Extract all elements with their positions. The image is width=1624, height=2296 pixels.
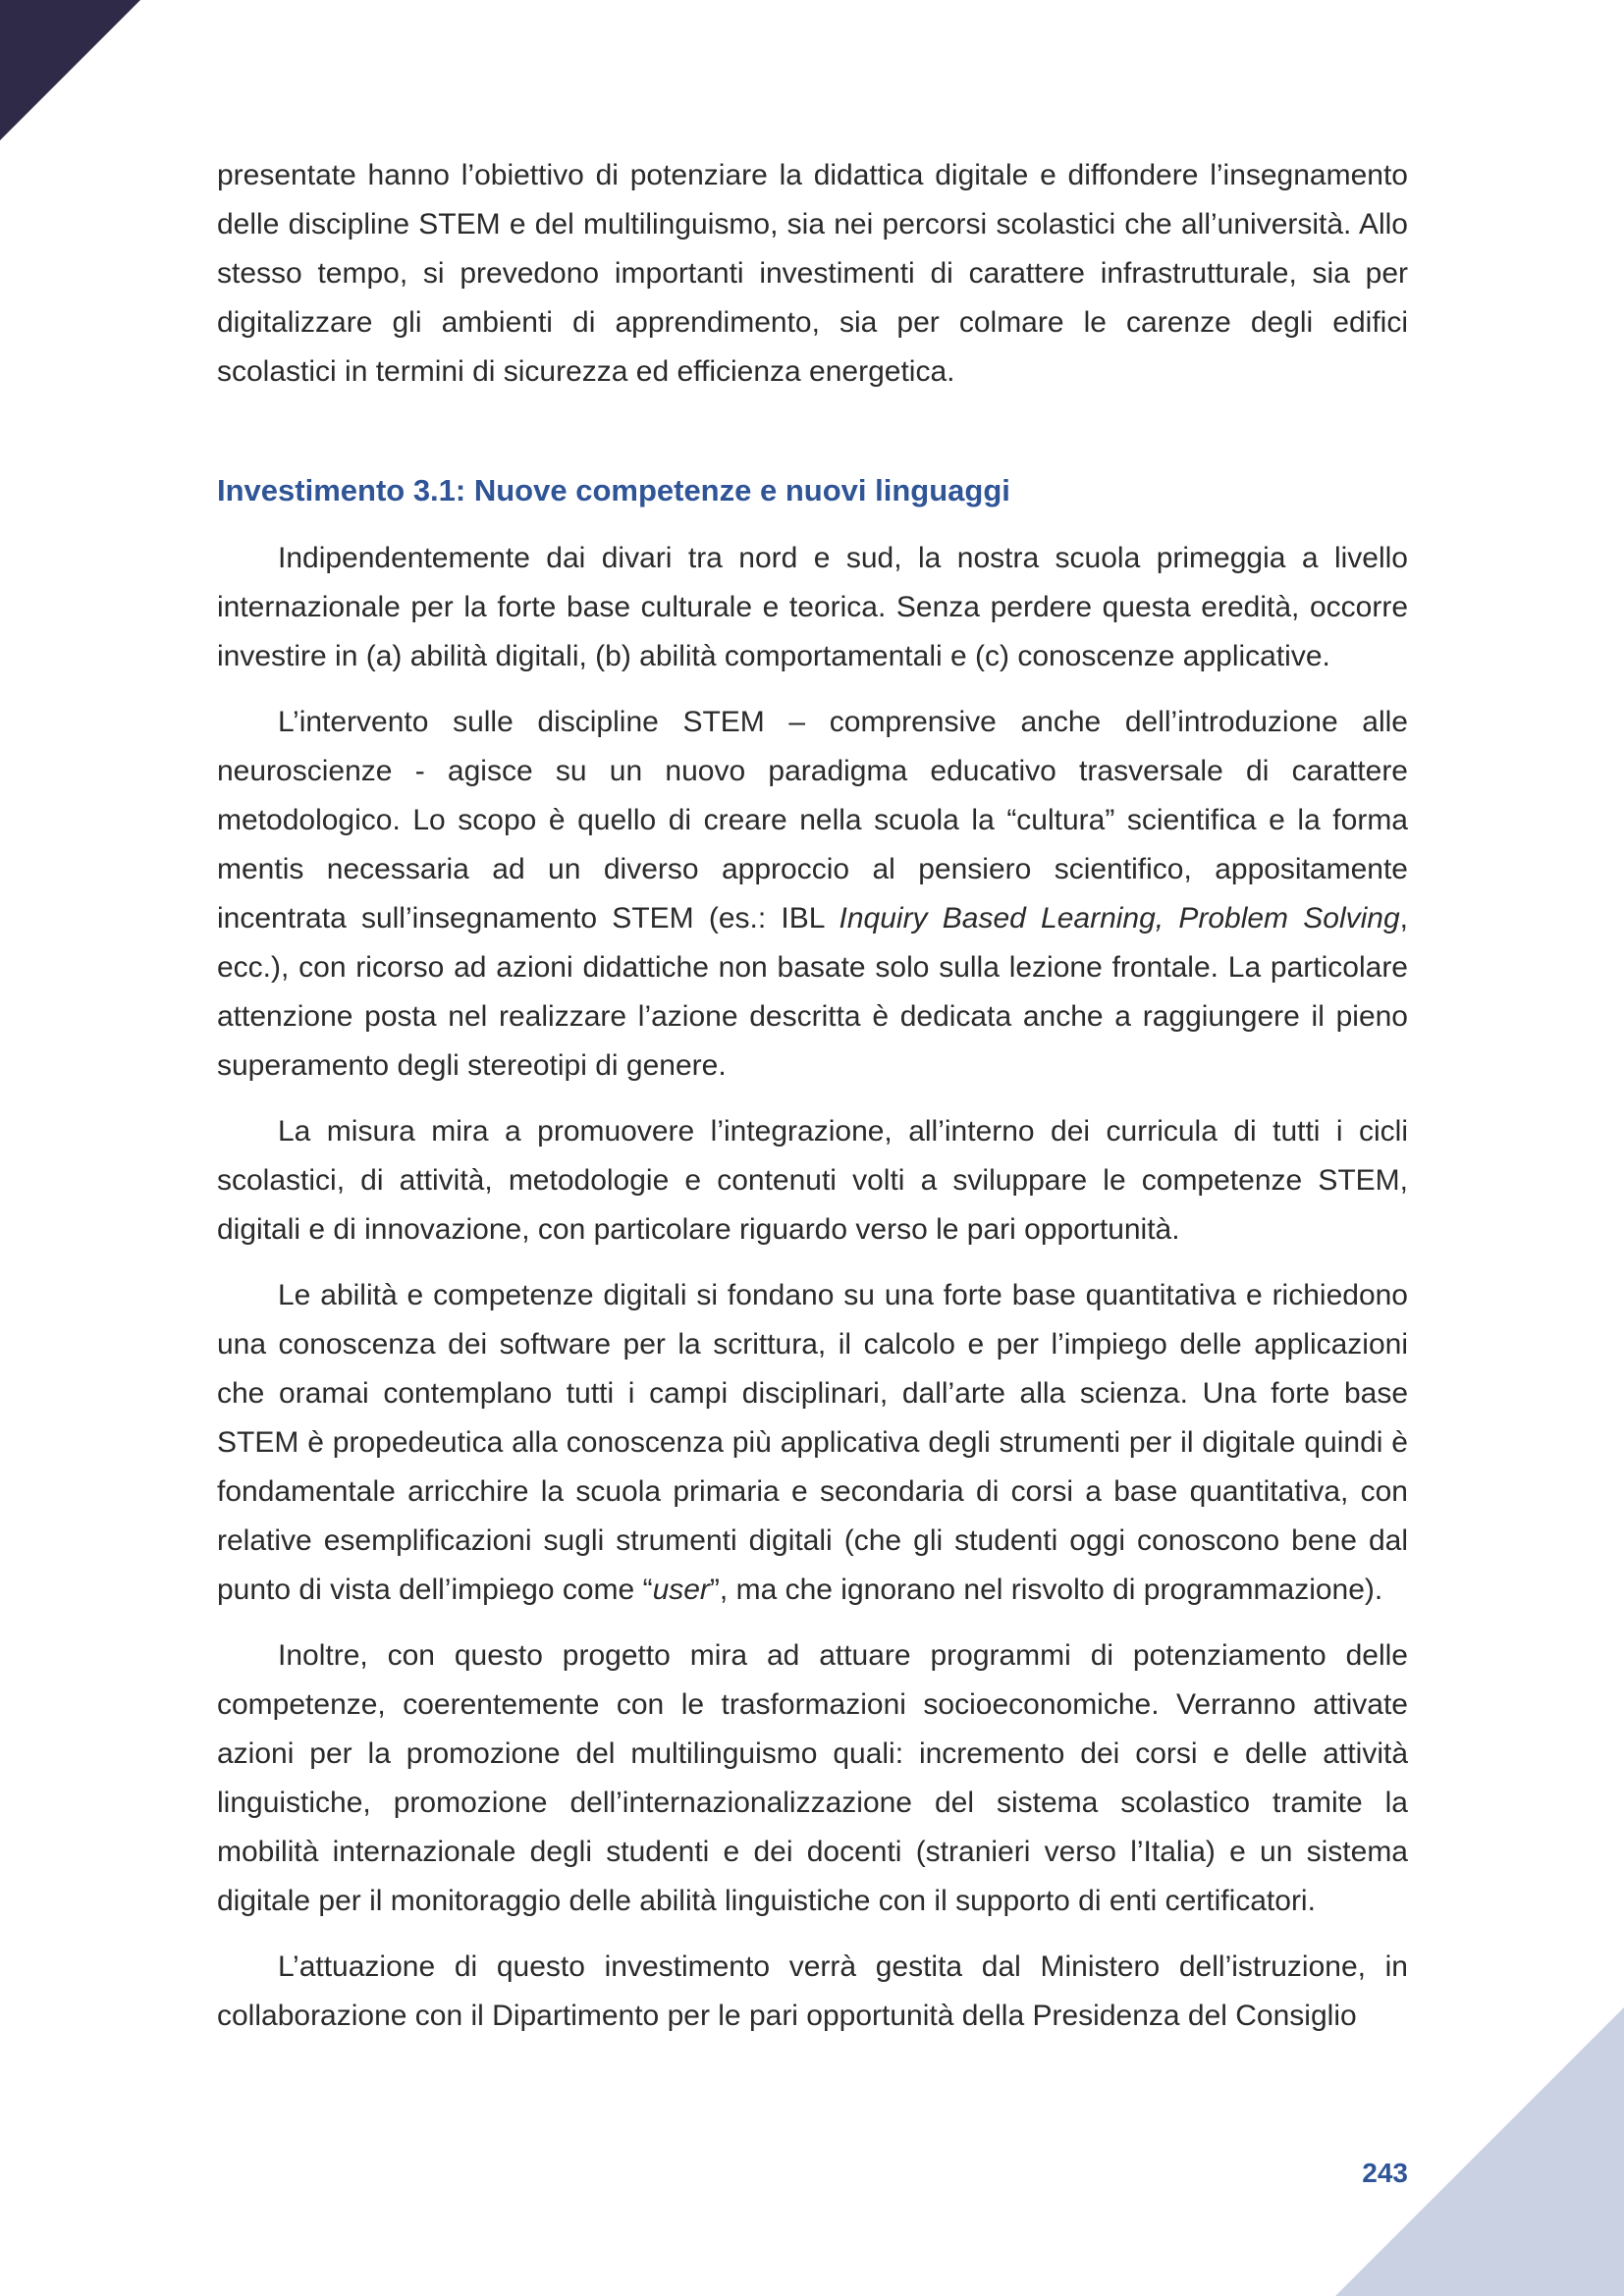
intro-section <box>217 151 1408 413</box>
corner-decoration-top <box>0 0 140 140</box>
paragraph-4-italic: user <box>652 1574 710 1606</box>
paragraph-4 <box>217 1271 1408 1615</box>
paragraph-6: L’attuazione di questo investimento verrà gestita dal Ministero dell’istruzione, in collaborazione con il Dipartimento per le pari opportunità della Presidenza del Consiglio <box>217 1950 1408 2032</box>
page-number: 243 <box>1362 2158 1408 2188</box>
paragraph-5: Inoltre, con questo progetto mira ad attuare programmi di potenziamento delle competenze, coerentemente con le trasformazioni socioeconomiche. Verranno attivate azioni per la promozione del multilinguismo quali: incremento dei corsi e delle attività linguistiche, promozione dell’internazionalizzazione del sistema scolastico tramite la mobilità internazionale degli studenti e dei docenti (stranieri verso l’Italia) e un sistema digitale per il monitoraggio delle abilità linguistiche con il supporto di enti certificatori. <box>217 1639 1408 1917</box>
paragraph-1: Indipendentemente dai divari tra nord e sud, la nostra scuola primeggia a livello internazionale per la forte base culturale e teorica. Senza perdere questa eredità, occorre investire in (a) abilità digitali, (b) abilità comportamentali e (c) conoscenze applicative. <box>217 542 1408 672</box>
paragraph-2-italic: Inquiry Based Learning, Problem Solving <box>839 902 1400 934</box>
section-heading: Investimento 3.1: Nuove competenze e nuovi linguaggi <box>217 473 1010 507</box>
paragraph-4-text-start: Le abilità e competenze digitali si fondano su una forte base quantitativa e richiedono una conoscenza dei software per la scrittura, il calcolo e per l’impiego delle applicazioni che oramai contemplano tutti i campi disciplinari, dall’arte alla scienza. Una forte base STEM è propedeutica alla conoscenza più applicativa degli strumenti per il digitale quindi è fondamentale arricchire la scuola primaria e secondaria di corsi a base quantitativa, con relative esemplificazioni sugli strumenti digitali (che gli studenti oggi conoscono bene dal punto di vista dell’impiego come “ <box>217 1279 1408 1606</box>
section-body <box>217 534 1408 2057</box>
intro-paragraph: presentate hanno l’obiettivo di potenziare la didattica digitale e diffondere l’insegnamento delle discipline STEM e del multilinguismo, sia nei percorsi scolastici che all’università. Allo stesso tempo, si prevedono importanti investimenti di carattere infrastrutturale, sia per digitalizzare gli ambienti di apprendimento, sia per colmare le carenze degli edifici scolastici in termini di sicurezza ed efficienza energetica. <box>217 159 1408 388</box>
paragraph-3: La misura mira a promuovere l’integrazione, all’interno dei curricula di tutti i cicli scolastici, di attività, metodologie e contenuti volti a sviluppare le competenze STEM, digitali e di innovazione, con particolare riguardo verso le pari opportunità. <box>217 1115 1408 1246</box>
paragraph-2-text-start: L’intervento sulle discipline STEM – comprensive anche dell’introduzione alle neuroscienze - agisce su un nuovo paradigma educativo trasversale di carattere metodologico. Lo scopo è quello di creare nella scuola la “cultura” scientifica e la forma mentis necessaria ad un diverso approccio al pensiero scientifico, appositamente incentrata sull’insegnamento STEM (es.: IBL <box>217 706 1408 934</box>
paragraph-2-text-end: , ecc.), con ricorso ad azioni didattiche non basate solo sulla lezione frontale. La particolare attenzione posta nel realizzare l’azione descritta è dedicata anche a raggiungere il pieno superamento degli stereotipi di genere. <box>217 902 1408 1082</box>
paragraph-2 <box>217 698 1408 1091</box>
paragraph-4-text-end: ”, ma che ignorano nel risvolto di programmazione). <box>709 1574 1383 1606</box>
